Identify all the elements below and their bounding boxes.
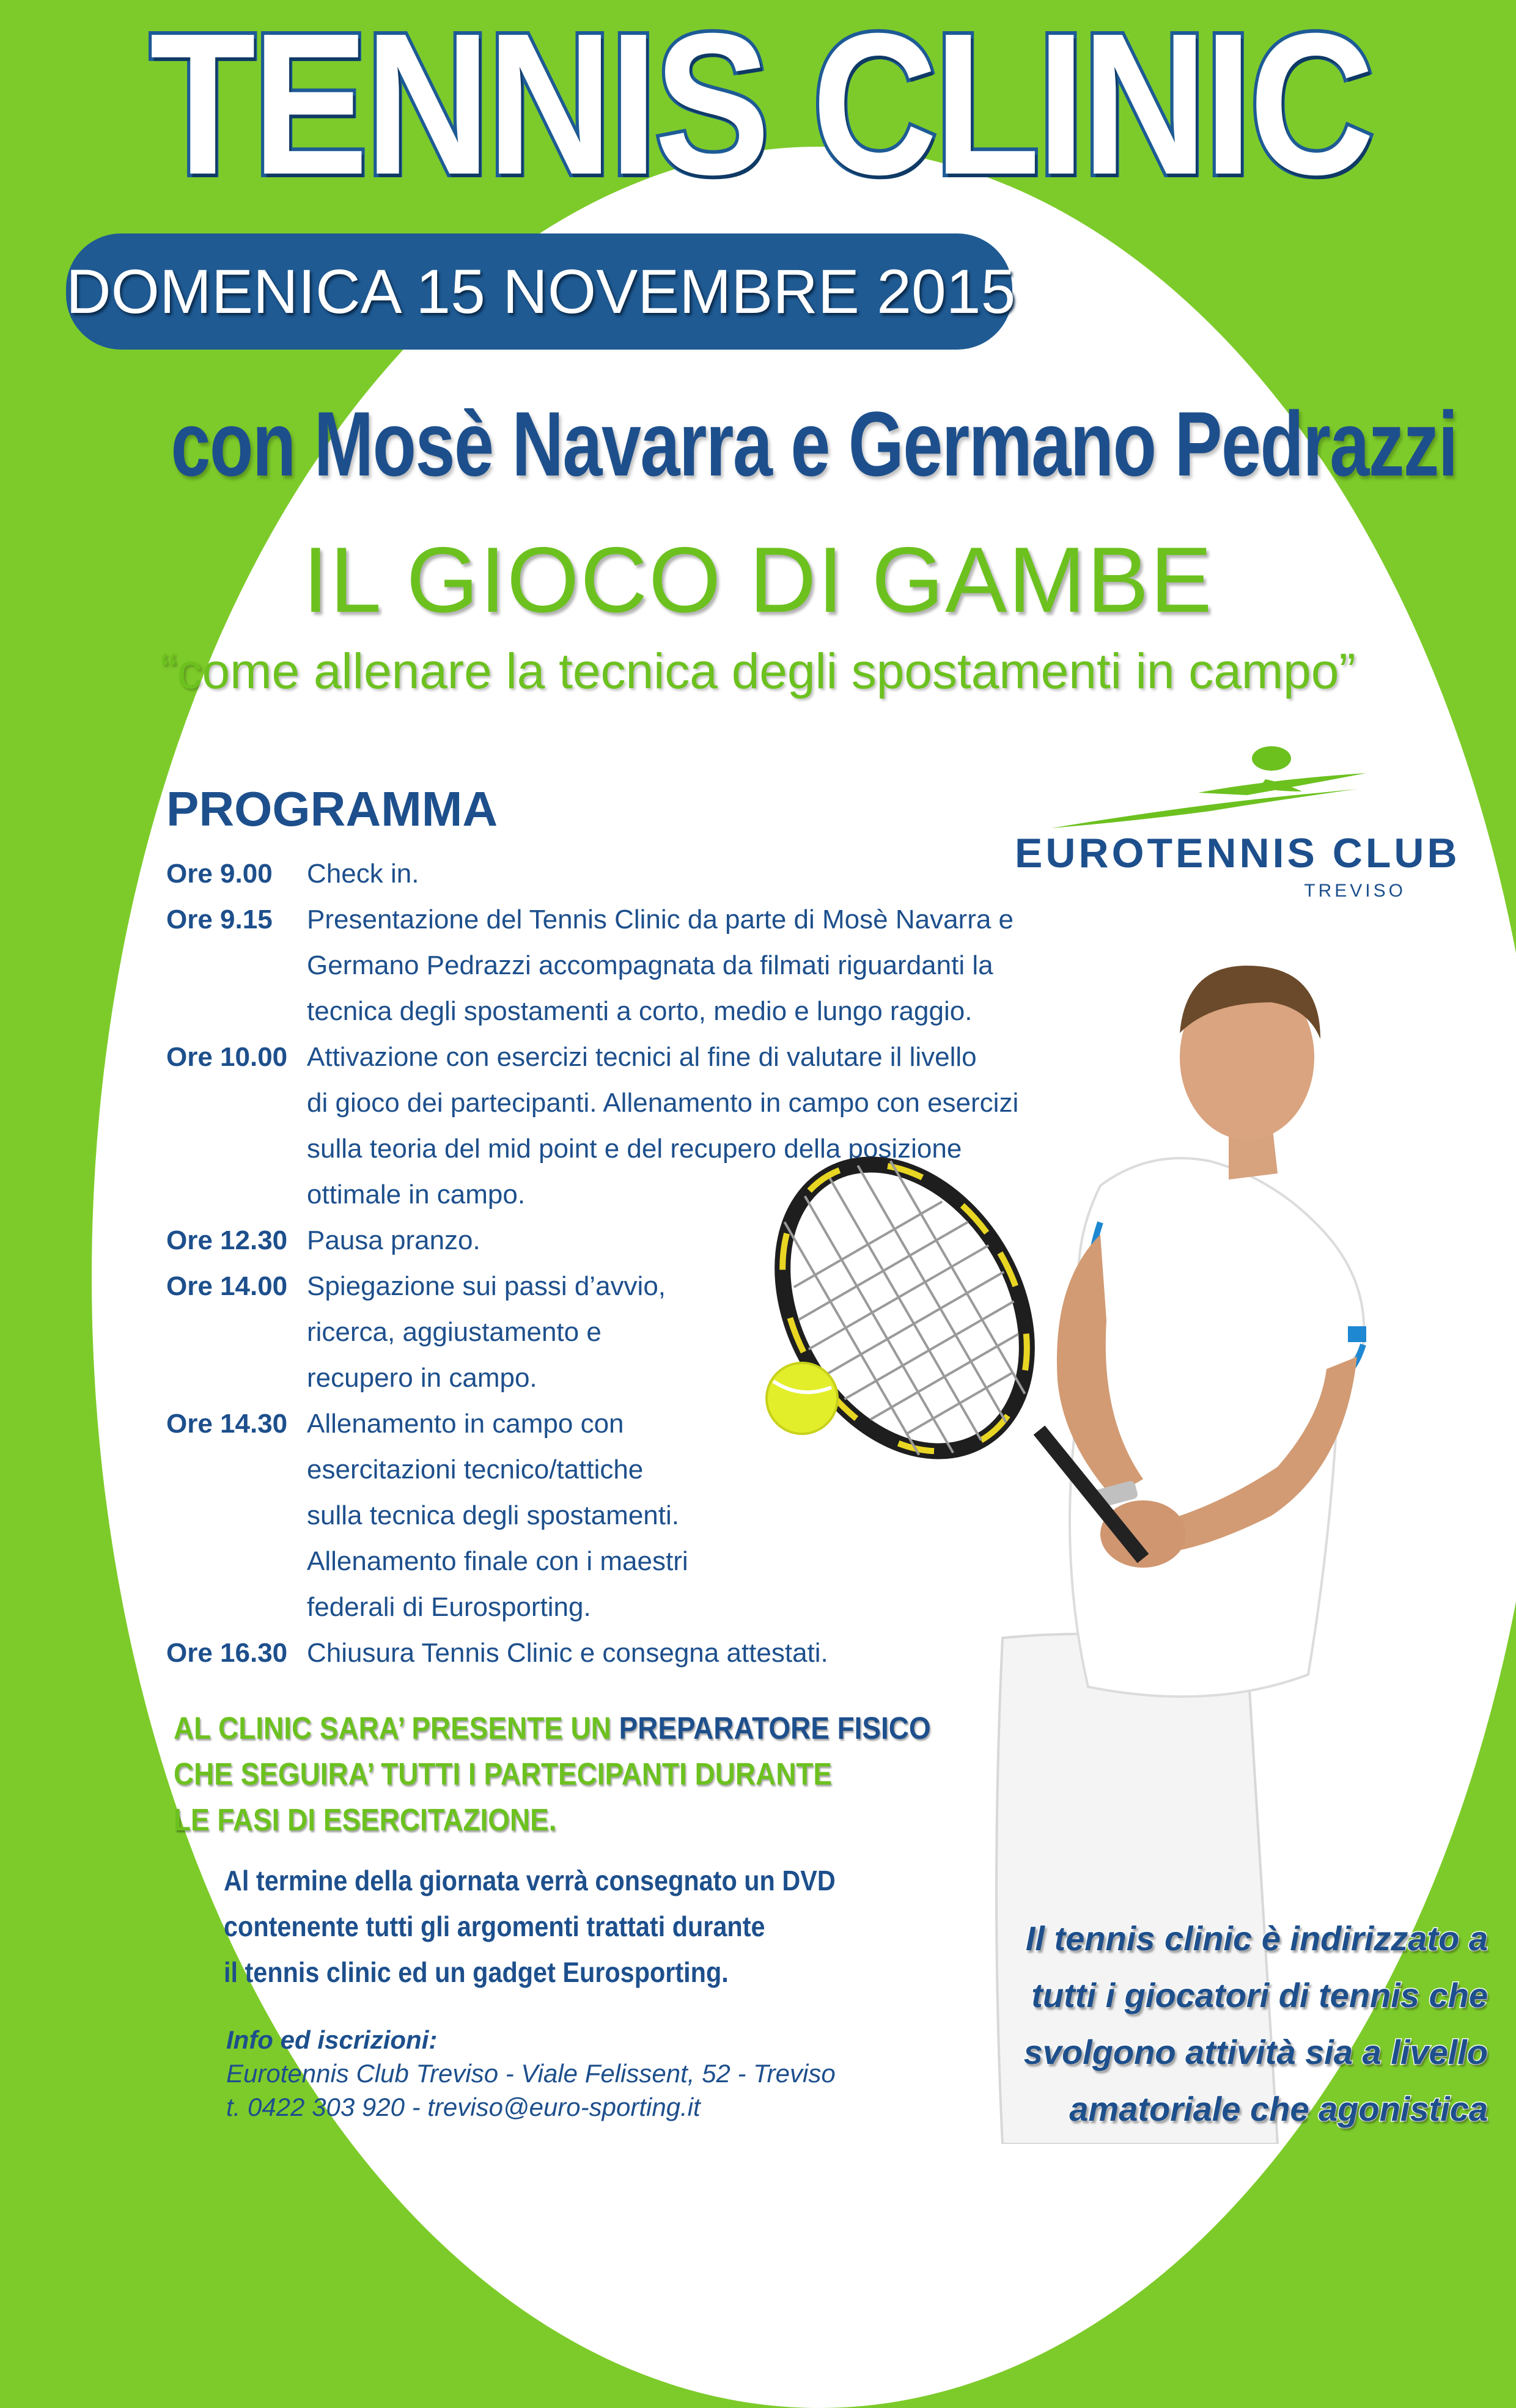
program-line: federali di Eurosporting. (307, 1592, 591, 1622)
program-line: di gioco dei partecipanti. Allenamento in campo con esercizi (307, 1088, 1019, 1118)
program-line: ottimale in campo. (307, 1180, 526, 1210)
info-address: Eurotennis Club Treviso - Viale Felissent, 52 - Treviso (226, 2059, 836, 2088)
event-date: DOMENICA 15 NOVEMBRE 2015 (66, 257, 1016, 326)
audience-line: svolgono attività sia a livello (1023, 2033, 1488, 2071)
program-line: Pausa pranzo. (307, 1225, 480, 1255)
program-time: Ore 14.30 (166, 1409, 288, 1439)
dvd-line: contenente tutti gli argomenti trattati durante (224, 1911, 765, 1942)
program-line: ricerca, aggiustamento e (307, 1317, 602, 1347)
audience-line: amatoriale che agonistica (1069, 2090, 1488, 2128)
info-label: Info ed iscrizioni: (226, 2025, 438, 2054)
program-item (166, 851, 1071, 897)
program-line: Germano Pedrazzi accompagnata da filmati riguardanti la (307, 950, 993, 980)
program-line: esercitazioni tecnico/tattiche (307, 1455, 644, 1485)
program-time: Ore 10.00 (166, 1042, 288, 1072)
audience-line: tutti i giocatori di tennis che (1031, 1976, 1488, 2014)
program-line: Allenamento in campo con (307, 1409, 624, 1439)
info-contacts: t. 0422 303 920 - treviso@euro-sporting.it (226, 2093, 701, 2121)
program-line: Check in. (307, 859, 419, 889)
program-line: Chiusura Tennis Clinic e consegna attestati. (307, 1638, 828, 1668)
program-heading: PROGRAMMA (166, 782, 498, 836)
program-time: Ore 14.00 (166, 1271, 288, 1301)
physio-line: CHE SEGUIRA’ TUTTI I PARTECIPANTI DURANTE (174, 1756, 833, 1791)
logo-figure-icon (1015, 736, 1418, 834)
program-line: Allenamento finale con i maestri (307, 1546, 688, 1576)
physio-line: LE FASI DI ESERCITAZIONE. (174, 1802, 557, 1837)
presenters-line: con Mosè Navarra e Germano Pedrazzi (171, 392, 1457, 495)
program-line: tecnica degli spostamenti a corto, medio e lungo raggio. (307, 996, 973, 1026)
eurotennis-logo (1015, 736, 1460, 908)
program-line: sulla tecnica degli spostamenti. (307, 1500, 679, 1530)
poster-title: TENNIS CLINIC (150, 0, 1372, 216)
logo-club-name: EUROTENNIS CLUB (1015, 830, 1460, 876)
program-time: Ore 16.30 (166, 1638, 288, 1668)
program-line: Spiegazione sui passi d’avvio, (307, 1271, 666, 1301)
audience-note (877, 1910, 1488, 2137)
clinic-topic: IL GIOCO DI GAMBE (303, 528, 1213, 632)
program-time: Ore 9.00 (166, 859, 273, 889)
program-line: recupero in campo. (307, 1363, 537, 1393)
physio-highlight: PREPARATORE FISICO (619, 1711, 931, 1745)
program-time: Ore 9.15 (166, 905, 273, 934)
program-time: Ore 12.30 (166, 1225, 288, 1255)
logo-city: TREVISO (1304, 881, 1406, 901)
audience-line: Il tennis clinic è indirizzato a (1025, 1919, 1488, 1958)
program-line: sulla teoria del mid point e del recupero della posizione (307, 1134, 962, 1164)
program-line: Presentazione del Tennis Clinic da parte di Mosè Navarra e (307, 905, 1014, 934)
program-line: Attivazione con esercizi tecnici al fine di valutare il livello (307, 1042, 977, 1072)
clinic-subtitle: “come allenare la tecnica degli spostamenti in campo” (160, 644, 1356, 699)
dvd-line: il tennis clinic ed un gadget Eurosporting. (224, 1956, 729, 1988)
dvd-line: Al termine della giornata verrà consegnato un DVD (224, 1865, 836, 1896)
physio-line: AL CLINIC SARA’ PRESENTE UN (174, 1711, 619, 1745)
